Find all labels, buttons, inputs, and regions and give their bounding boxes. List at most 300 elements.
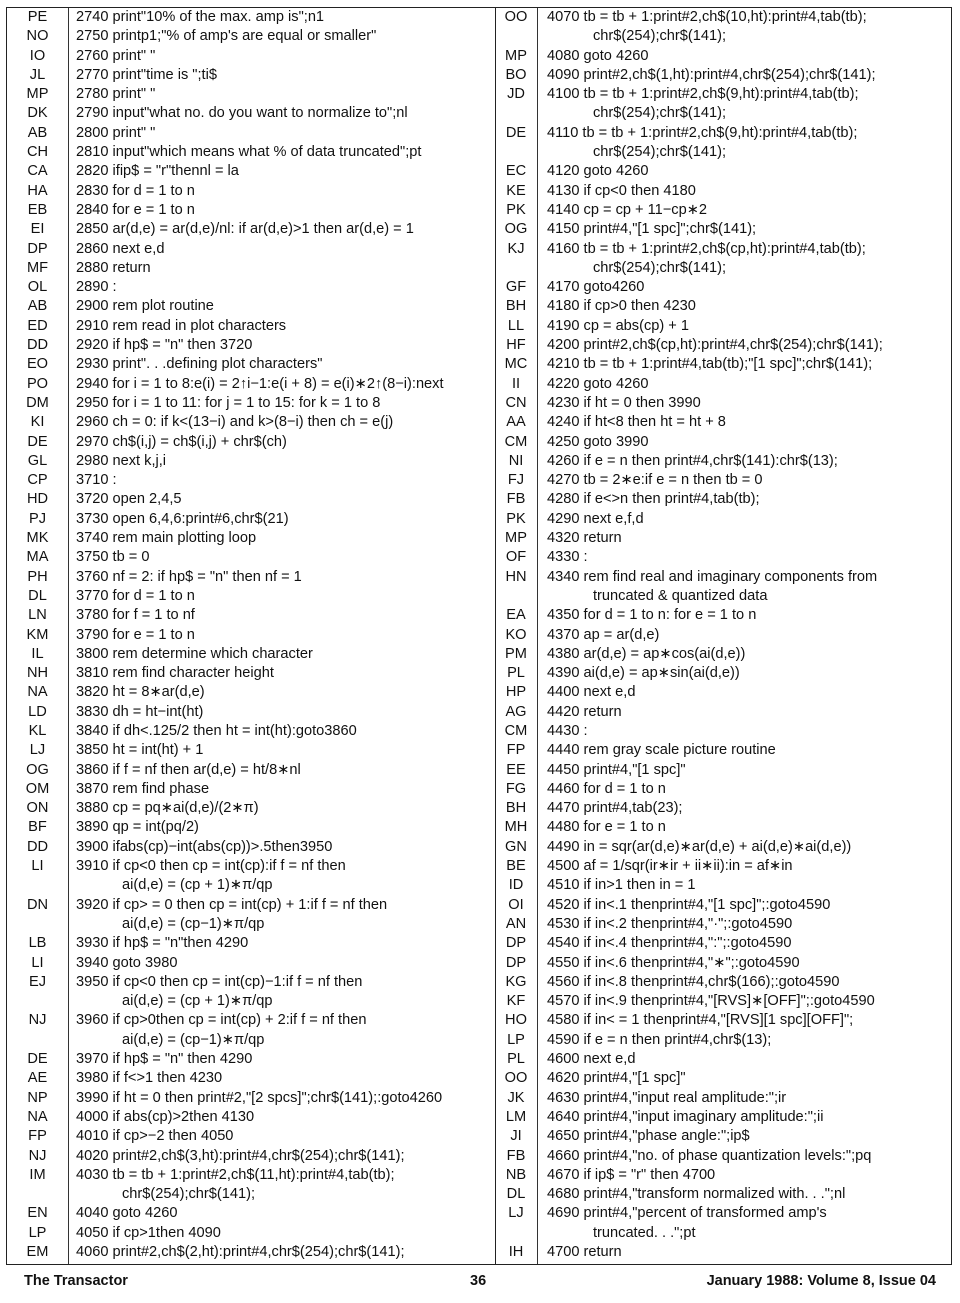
basic-source: 2890 : [76,279,117,296]
basic-source: 3950 if cp<0 then cp = int(cp)−1:if f = nf then [76,973,363,990]
basic-source: 2780 print" " [76,86,156,103]
code-line [495,220,951,239]
basic-source: 2760 print" " [76,47,156,64]
code-line [7,201,495,220]
code-line [7,510,495,529]
basic-source: 4200 print#2,ch$(cp,ht):print#4,chr$(254);chr$(141); [547,337,883,354]
checksum-code: MP [505,530,527,547]
checksum-code: LM [505,1108,527,1125]
code-line [7,934,495,953]
checksum-code: KF [506,993,526,1010]
code-line [7,1185,495,1204]
basic-source: ai(d,e) = (cp + 1)∗π/qp [122,993,273,1010]
basic-source: 4070 tb = tb + 1:print#2,ch$(10,ht):print#4,tab(tb); [547,9,867,25]
code-line [7,1127,495,1146]
basic-source: 4440 rem gray scale picture routine [547,742,776,759]
basic-source: 3970 if hp$ = "n" then 4290 [76,1051,253,1068]
basic-source: 4180 if cp>0 then 4230 [547,298,696,315]
checksum-code: IL [31,645,44,662]
basic-source: 4500 af = 1/sqr(ir∗ir + ii∗ii):in = af∗in [547,858,793,875]
basic-source: 4130 if cp<0 then 4180 [547,182,696,199]
basic-source: 2790 input"what no. do you want to normalize to";nl [76,105,408,122]
basic-source: 4620 print#4,"[1 spc]" [547,1070,686,1087]
code-line [7,259,495,278]
basic-source: 4020 print#2,ch$(3,ht):print#4,chr$(254);chr$(141); [76,1147,405,1164]
code-line [495,85,951,104]
checksum-code: HF [506,337,526,354]
basic-source: 3800 rem determine which character [76,645,313,662]
page-number: 36 [470,1273,487,1289]
basic-source: chr$(254);chr$(141); [593,259,727,276]
checksum-code: NP [27,1089,48,1106]
code-line [495,182,951,201]
code-line [495,1069,951,1088]
code-line [7,220,495,239]
basic-source: 3810 rem find character height [76,665,274,682]
code-line [495,722,951,741]
checksum-code: EJ [28,973,47,990]
checksum-code: FB [506,1147,526,1164]
basic-source: 4590 if e = n then print#4,chr$(13); [547,1031,772,1048]
code-line [7,529,495,548]
code-line [495,1204,951,1223]
basic-source: 4290 next e,f,d [547,510,644,527]
code-line [495,876,951,895]
checksum-code: BH [505,800,527,817]
basic-source: 4230 if ht = 0 then 3990 [547,394,701,411]
basic-source: 3920 if cp> = 0 then cp = int(cp) + 1:if f = nf then [76,896,388,913]
checksum-code: NO [26,28,49,45]
checksum-code: BO [505,66,527,83]
checksum-code: AA [506,414,526,431]
checksum-code: OL [27,279,48,296]
code-line [495,780,951,799]
code-line [495,452,951,471]
checksum-code: DP [27,240,48,257]
basic-source: 4480 for e = 1 to n [547,819,666,836]
code-line [495,1185,951,1204]
checksum-code: LJ [29,742,46,759]
basic-source: 4680 print#4,"transform normalized with. . .";nl [547,1186,846,1203]
code-line [495,626,951,645]
checksum-code: KL [28,722,47,739]
code-line [495,1050,951,1069]
checksum-code: PJ [28,510,47,527]
code-line [7,780,495,799]
code-line [495,799,951,818]
basic-source: 4560 if in<.8 thenprint#4,chr$(166);:goto4590 [547,973,840,990]
basic-source: 2880 return [76,259,151,276]
checksum-code: FG [505,780,527,797]
checksum-code: DD [26,838,49,855]
checksum-code: CM [504,433,528,450]
checksum-code: PL [507,1051,525,1068]
code-line [495,413,951,432]
basic-source: 3990 if ht = 0 then print#2,"[2 spcs]";chr$(141);:goto4260 [76,1089,443,1106]
checksum-code: GF [505,279,527,296]
code-line [7,490,495,509]
checksum-code: PK [506,201,526,218]
right-lines [495,8,951,1262]
code-line [495,1108,951,1127]
checksum-code: GN [505,838,527,855]
code-line [495,973,951,992]
basic-source: 4100 tb = tb + 1:print#2,ch$(9,ht):print#4,tab(tb); [547,86,859,103]
code-line [7,1050,495,1069]
basic-source: 4630 print#4,"input real amplitude:";ir [547,1089,787,1106]
code-line [495,355,951,374]
code-line [7,664,495,683]
checksum-code: DP [505,935,527,952]
code-line [495,1127,951,1146]
basic-source: 3860 if f = nf then ar(d,e) = ht/8∗nl [76,761,301,778]
basic-source: 3760 nf = 2: if hp$ = "n" then nf = 1 [76,568,302,585]
basic-source: 4400 next e,d [547,684,636,701]
checksum-code: LI [31,954,44,971]
checksum-code: NB [505,1166,527,1183]
basic-source: 4700 return [547,1244,622,1260]
basic-source: 4050 if cp>1then 4090 [76,1224,221,1241]
checksum-code: DK [27,105,48,122]
code-line [495,838,951,857]
basic-source: 3900 ifabs(cp)−int(abs(cp))>.5then3950 [76,838,333,855]
checksum-code: EA [506,607,526,624]
basic-source: 3960 if cp>0then cp = int(cp) + 2:if f = nf then [76,1012,367,1029]
checksum-code: CA [27,163,48,180]
basic-source: 4000 if abs(cp)>2then 4130 [76,1108,255,1125]
basic-source: 2800 print" " [76,124,156,141]
code-line [7,66,495,85]
code-line [495,896,951,915]
checksum-code: CP [27,472,48,489]
code-line [495,1224,951,1243]
checksum-code: KG [505,973,527,990]
code-line [7,143,495,162]
code-line [495,645,951,664]
code-line [495,297,951,316]
basic-source: 4470 print#4,tab(23); [547,800,683,817]
code-line [495,683,951,702]
basic-source: chr$(254);chr$(141); [593,144,727,161]
code-line [495,336,951,355]
checksum-code: PH [27,568,48,585]
code-line [7,645,495,664]
code-line [495,954,951,973]
code-line [495,375,951,394]
code-line [7,433,495,452]
basic-source: truncated. . .";pt [593,1224,696,1241]
basic-source: 2810 input"which means what % of data truncated";pt [76,144,422,161]
basic-source: 2940 for i = 1 to 8:e(i) = 2↑i−1:e(i + 8) = e(i)∗2↑(8−i):next [76,375,444,392]
checksum-code: DM [26,394,49,411]
basic-source: 4350 for d = 1 to n: for e = 1 to n [547,607,757,624]
code-line [7,1204,495,1223]
code-line [495,124,951,143]
code-line [7,1031,495,1050]
checksum-code: LP [28,1224,47,1241]
code-line [495,201,951,220]
basic-source: 3730 open 6,4,6:print#6,chr$(21) [76,510,289,527]
basic-source: 4240 if ht<8 then ht = ht + 8 [547,414,726,431]
basic-source: 2740 print"10% of the max. amp is";n1 [76,9,325,25]
basic-source: 4640 print#4,"input imaginary amplitude:";ii [547,1108,824,1125]
code-line [495,992,951,1011]
code-line [7,896,495,915]
checksum-code: NI [508,452,524,469]
basic-source: 2930 print". . .defining plot characters" [76,356,323,373]
checksum-code: CH [26,144,49,161]
basic-source: 4110 tb = tb + 1:print#2,ch$(9,ht):print#4,tab(tb); [547,124,858,141]
checksum-code: EB [27,201,48,218]
code-line [7,240,495,259]
basic-source: 4210 tb = tb + 1:print#4,tab(tb);"[1 spc]";chr$(141); [547,356,873,373]
page-footer [24,1273,936,1293]
basic-source: 3720 open 2,4,5 [76,491,182,508]
code-line [7,8,495,27]
checksum-code: OM [25,780,50,797]
code-line [7,587,495,606]
code-line [495,490,951,509]
checksum-code: LI [31,858,44,875]
checksum-code: PE [27,9,48,25]
code-line [7,606,495,625]
code-line [7,27,495,46]
checksum-code: DL [28,587,47,604]
code-line [495,47,951,66]
code-line [495,1089,951,1108]
basic-source: 4430 : [547,722,588,739]
checksum-code: NJ [28,1147,47,1164]
checksum-code: MC [504,356,528,373]
checksum-code: LJ [508,1205,524,1222]
checksum-code: HN [505,568,527,585]
checksum-code: NA [27,684,48,701]
basic-source: 2960 ch = 0: if k<(13−i) and k>(8−i) then ch = e(j) [76,414,394,431]
code-line [495,27,951,46]
right-listing-column [495,8,951,1264]
basic-source: 4260 if e = n then print#4,chr$(141):chr$(13); [547,452,838,469]
code-line [495,1243,951,1262]
basic-source: 4060 print#2,ch$(2,ht):print#4,chr$(254);chr$(141); [76,1244,405,1260]
basic-source: 3710 : [76,472,117,489]
checksum-code: HD [26,491,49,508]
code-line [7,1069,495,1088]
basic-source: 4530 if in<.2 thenprint#4,"·";:goto4590 [547,915,793,932]
basic-source: 3780 for f = 1 to nf [76,607,195,624]
code-line [495,587,951,606]
basic-source: 3840 if dh<.125/2 then ht = int(ht):goto3860 [76,722,357,739]
code-line [495,471,951,490]
checksum-code: HO [505,1012,527,1029]
checksum-code: OI [508,896,524,913]
code-line [495,394,951,413]
basic-source: 4550 if in<.6 thenprint#4,"∗";:goto4590 [547,954,800,971]
basic-source: 4030 tb = tb + 1:print#2,ch$(11,ht):print#4,tab(tb); [76,1166,395,1183]
basic-source: 4670 if ip$ = "r" then 4700 [547,1166,716,1183]
basic-source: 4690 print#4,"percent of transformed amp's [547,1205,827,1222]
basic-source: 4170 goto4260 [547,279,645,296]
code-line [7,799,495,818]
code-line [495,510,951,529]
checksum-code: DE [27,1051,48,1068]
code-line [7,818,495,837]
code-line [495,529,951,548]
checksum-code: PM [505,645,527,662]
checksum-code: LD [28,703,47,720]
checksum-code: DL [506,1186,526,1203]
code-line [495,66,951,85]
checksum-code: JI [510,1128,522,1145]
code-line [495,548,951,567]
code-line [7,297,495,316]
basic-source: 4580 if in< = 1 thenprint#4,"[RVS][1 spc][OFF]"; [547,1012,854,1029]
checksum-code: MP [26,86,49,103]
checksum-code: MA [26,549,49,566]
basic-source: 4390 ai(d,e) = ap∗sin(ai(d,e)) [547,665,740,682]
checksum-code: DE [27,433,48,450]
basic-source: 4450 print#4,"[1 spc]" [547,761,686,778]
basic-source: 2920 if hp$ = "n" then 3720 [76,337,253,354]
basic-source: 4160 tb = tb + 1:print#2,ch$(cp,ht):print#4,tab(tb); [547,240,866,257]
checksum-code: AB [27,124,48,141]
basic-source: 3980 if f<>1 then 4230 [76,1070,223,1087]
checksum-code: AG [505,703,527,720]
basic-source: 2820 ifip$ = "r"thennl = la [76,163,239,180]
checksum-code: KJ [507,240,525,257]
basic-source: 4270 tb = 2∗e:if e = n then tb = 0 [547,472,763,489]
checksum-code: MH [504,819,528,836]
code-line [7,375,495,394]
basic-source: 4490 in = sqr(ar(d,e)∗ar(d,e) + ai(d,e)∗ai(d,e)) [547,838,852,855]
checksum-code: FP [506,742,526,759]
checksum-code: OF [505,549,527,566]
code-line [495,143,951,162]
code-line [495,259,951,278]
code-line [495,703,951,722]
checksum-code: ID [508,877,524,894]
code-line [7,394,495,413]
checksum-code: EM [26,1244,49,1260]
basic-source: 2910 rem read in plot characters [76,317,287,334]
basic-source: 3910 if cp<0 then cp = int(cp):if f = nf then [76,858,346,875]
basic-source: 4010 if cp>−2 then 4050 [76,1128,234,1145]
basic-source: 3770 for d = 1 to n [76,587,195,604]
checksum-code: NH [26,665,49,682]
code-line [7,992,495,1011]
code-line [7,683,495,702]
basic-source: 3880 cp = pq∗ai(d,e)/(2∗π) [76,800,259,817]
checksum-code: KI [30,414,45,431]
issue-info: January 1988: Volume 8, Issue 04 [706,1273,936,1289]
code-line [495,8,951,27]
code-line [7,471,495,490]
basic-source: 4190 cp = abs(cp) + 1 [547,317,689,334]
basic-source: 4380 ar(d,e) = ap∗cos(ai(d,e)) [547,645,746,662]
checksum-code: LP [507,1031,525,1048]
basic-source: 2970 ch$(i,j) = ch$(i,j) + chr$(ch) [76,433,287,450]
checksum-code: ED [27,317,48,334]
basic-source: 4510 if in>1 then in = 1 [547,877,696,894]
basic-source: 3740 rem main plotting loop [76,530,257,547]
code-line [495,934,951,953]
checksum-code: EC [505,163,527,180]
checksum-code: PO [26,375,49,392]
code-line [7,857,495,876]
code-line [7,1108,495,1127]
basic-source: 3870 rem find phase [76,780,210,797]
basic-source: 3930 if hp$ = "n"then 4290 [76,935,249,952]
code-line [495,568,951,587]
code-line [7,317,495,336]
checksum-code: DP [505,954,527,971]
basic-source: 2770 print"time is ";ti$ [76,66,217,83]
basic-source: 2830 for d = 1 to n [76,182,195,199]
checksum-code: GL [27,452,48,469]
code-line [7,182,495,201]
basic-source: chr$(254);chr$(141); [122,1186,256,1203]
checksum-code: PK [506,510,526,527]
checksum-code: KO [505,626,527,643]
code-line [7,568,495,587]
basic-source: 3820 ht = 8∗ar(d,e) [76,684,205,701]
basic-source: ai(d,e) = (cp−1)∗π/qp [122,915,265,932]
code-line [495,1031,951,1050]
basic-source: 2980 next k,j,i [76,452,167,469]
checksum-code: DN [26,896,49,913]
checksum-code: OO [504,9,528,25]
code-line [495,664,951,683]
basic-source: 4150 print#4,"[1 spc]";chr$(141); [547,221,757,238]
checksum-code: EI [30,221,45,238]
basic-source: chr$(254);chr$(141); [593,105,727,122]
checksum-code: AE [27,1070,48,1087]
basic-source: 4600 next e,d [547,1051,636,1068]
checksum-code: ON [26,800,49,817]
code-line [7,85,495,104]
checksum-code: FB [506,491,526,508]
code-line [7,876,495,895]
code-line [495,1147,951,1166]
left-listing-column [7,8,496,1264]
code-line [7,1243,495,1262]
checksum-code: NJ [28,1012,47,1029]
code-line [495,104,951,123]
checksum-code: FJ [507,472,525,489]
checksum-code: KE [506,182,526,199]
checksum-code: HA [27,182,48,199]
basic-source: 4460 for d = 1 to n [547,780,666,797]
code-line [7,973,495,992]
basic-source: 4650 print#4,"phase angle:";ip$ [547,1128,750,1145]
code-line [7,1089,495,1108]
basic-source: 4220 goto 4260 [547,375,649,392]
basic-source: 4080 goto 4260 [547,47,649,64]
code-line [7,104,495,123]
code-line [7,278,495,297]
code-line [495,278,951,297]
code-line [495,818,951,837]
basic-source: 4250 goto 3990 [547,433,649,450]
checksum-code: MK [26,530,49,547]
basic-source: 2750 printp1;"% of amp's are equal or smaller" [76,28,377,45]
code-line [7,162,495,181]
basic-source: 4320 return [547,530,622,547]
checksum-code: IH [508,1244,524,1260]
basic-source: 2900 rem plot routine [76,298,214,315]
checksum-code: CM [504,722,528,739]
checksum-code: DD [26,337,49,354]
basic-source: 4120 goto 4260 [547,163,649,180]
